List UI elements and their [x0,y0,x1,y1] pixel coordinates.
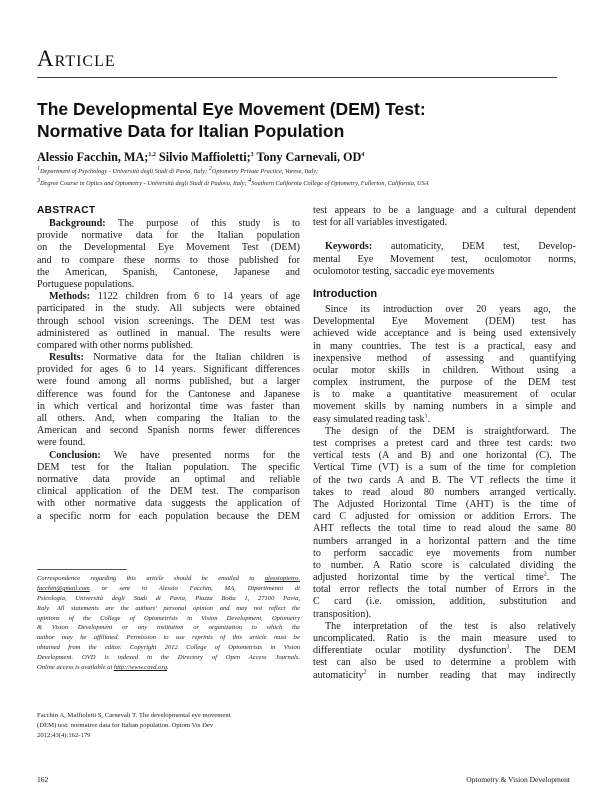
abstract-line: Conclusion: We have presented norms for the [49,449,300,461]
abstract-line: the American, Spanish, Cantonese, Japanese and [37,266,300,278]
introduction-line: differentiate ocular motility dysfunction$^3$. The DEM [313,644,576,657]
affiliation-line: $^1$Department of Psychology - Università degli Studi di Pavia, Italy; $^2$Optometry Private Practice, Varese, Italy; [37,165,319,175]
introduction-line: card C adjusted for omission or addition Errors. The [313,511,576,523]
right-column [313,205,576,682]
correspondence-line: Italy. All statements are the authors' personal opinion and may not reflect the [37,604,300,612]
abstract-line: were found. [37,437,86,449]
introduction-line: Vertical Time (VT) is a sum of the time for completion [313,462,576,474]
abstract-line: administered as outlined in manual. The results were [37,327,300,339]
abstract-line: a specific norm for each population because the DEM [37,510,300,522]
keywords-line: mental Eye Movement test, oculomotor norms, [313,253,576,265]
introduction-line: test can also be used to determine a problem with [313,657,576,669]
citation-line: 2012;43(4):162-179 [37,731,91,739]
introduction-line: vertical tests (A and B) and one horizontal (C). The [313,450,576,462]
citation-line: Facchin A, Maffioletti S, Carnevali T. The developmental eye movement [37,712,231,719]
introduction-line: inexpensive method of assessing and quantifying [313,352,576,364]
conclusion-label: Conclusion: [49,449,101,461]
introduction-line: in many countries. The test is a practical, easy and [313,340,576,352]
section-label: Article [37,46,116,71]
abstract-line: clinical application of the DEM test. The comparison [37,486,300,498]
abstract-line: and to compare these norms to those published for [37,254,300,266]
abstract-line: through school vision screenings. The DEM test was [37,315,300,327]
introduction-line: takes to read aloud 80 numbers arranged vertically. [313,486,576,498]
footnote-rule [37,569,127,570]
author-list: Alessio Facchin, MA;$^{1,2}$ Silvio Maffioletti;$^3$ Tony Carnevali, $OD^4$ [37,150,365,164]
introduction-line: movement skills by naming numbers in a simple and [313,401,576,413]
abstract-line: with other normative data suggests the application of [37,498,300,510]
title-line: Normative Data for Italian Population [37,121,345,141]
page-number: 162 [37,775,49,784]
abstract-line: provided for ages 6 to 14 years. Significant differences [37,364,300,376]
abstract-line: normative data provide an optimal and reliable [37,473,300,485]
correspondence-line: obtained from the editor. Copyright 2012 College of Optometrists in Vision [37,644,300,652]
correspondence-line: facchin@gmail.com or sent to Alessio Facchin, MA, Dipartimento di [37,584,300,592]
background-label: Background: [49,218,106,229]
abstract-line: all others. And, when comparing the Italian to the [37,413,300,424]
methods-label: Methods: [49,291,91,303]
abstract-line: difference was found for the Cantonese and Japanese [37,388,300,400]
introduction-line: to number. A Ratio score is calculated dividing the [313,559,576,571]
correspondence-note [37,574,300,673]
correspondence-line: Psicologia, Università degli Studi di Pavia, Piazza Botta 1, 27100 Pavia, [37,594,300,602]
keywords-line: oculomotor testing, saccadic eye movements [313,265,495,277]
abstract-line: were found among all norms published, but a larger [37,376,300,388]
journal-name: Optometry & Vision Development [466,775,570,784]
keywords-line: Keywords: automaticity, DEM test, Develop- [325,241,576,253]
correspondence-line: author may be affiliated. Permission to use reprints of this article must be [37,634,300,642]
introduction-heading: Introduction [313,287,378,300]
introduction-body [313,304,576,682]
introduction-line: is to make a quantitative measurement of ocular [313,389,576,401]
article-title [37,98,567,142]
abstract-line: test appears to be a language and a cultural dependent [313,205,576,216]
citation-note [37,711,300,741]
abstract-line: DEM test for the Italian population. The specific [37,461,300,473]
abstract-line: Background: The purpose of this study is to [49,218,300,229]
affiliation-line: $^3$Degree Course in Optics and Optometry - Università degli Studi di Padova, Italy; $^4$Southern California College of Optometry, Fullerton, California, USA [37,177,429,187]
introduction-line: AHT reflects the total time to read aloud the same 80 [313,523,576,535]
citation-line: (DEM) test: normative data for Italian population. Optom Vis Dev [37,721,214,729]
introduction-line: Developmental Eye Movement (DEM) test has [313,316,576,328]
introduction-line: automaticity$^2$ in number reading that may indirectly [313,669,576,681]
abstract-line: participated in the study. All subjects were obtained [37,303,300,315]
correspondence-line: & Vision Development or any institution or organization to which the [37,624,300,632]
correspondence-line: Online access is available at http://www.covd.org. [37,664,169,672]
title-line: The Developmental Eye Movement (DEM) Test: [37,99,426,119]
abstract-line: Portuguese populations. [37,278,135,290]
abstract-line: Methods: 1122 children from 6 to 14 years of age [49,291,300,303]
introduction-line: Since its introduction over 20 years ago, the [325,303,576,315]
introduction-line: transposition). [313,608,372,620]
abstract-line: Results: Normative data for the Italian children is [49,352,300,364]
header-rule [37,77,557,78]
introduction-line: total error reflects the total number of Errors in the [313,584,576,596]
introduction-line: test comprises a pretest card and three test cards: two [313,438,576,449]
introduction-line: adjusted horizontal time by the vertical time$^2$. The [313,571,576,584]
abstract-heading: ABSTRACT [37,205,96,216]
introduction-line: to perform saccadic eye movements from number [313,547,576,559]
abstract-line: provide normative data for the Italian population [37,230,300,242]
keywords-label: Keywords: [325,241,373,253]
introduction-line: The Adjusted Horizontal Time (AHT) is the time of [313,498,576,510]
introduction-line: ocular motor skills in children. Without using a [313,364,576,376]
correspondence-line: Development. OVD is indexed in the Directory of Open Access Journals. [37,654,300,662]
abstract-left-column [37,205,300,523]
abstract-line: American and second Spanish norms fewer differences [37,425,300,437]
correspondence-line: Correspondence regarding this article should be emailed to alessiopietro. [37,575,300,582]
introduction-line: uncomplicated. Ratio is the main measure used to [313,633,576,644]
introduction-line: easy simulated reading task$^1$. [313,413,431,425]
introduction-line: achieved wide acceptance and is being used extensively [313,328,576,340]
abstract-line: test for all variables investigated. [313,217,448,229]
introduction-line: The interpretation of the test is also relatively [325,620,576,632]
introduction-line: The design of the DEM is straightforward. The [325,425,576,437]
introduction-line: C card (i.e. omission, addition, substitution and [313,596,576,608]
abstract-line: compared with other norms published. [37,339,194,351]
introduction-line: of the two cards A and B. The VT reflects the time it [313,474,576,486]
abstract-line: in which vertical and horizontal time was faster than [37,400,300,412]
correspondence-line: opinions of the College of Optometrists in Vision Development, Optometry [37,614,300,622]
introduction-line: complex instrument, the purpose of the DEM test [313,377,576,389]
abstract-line: on the Developmental Eye Movement Test (DEM) [37,242,300,254]
introduction-line: numbers arranged in a horizontal pattern and the time [313,535,576,547]
results-label: Results: [49,352,84,364]
